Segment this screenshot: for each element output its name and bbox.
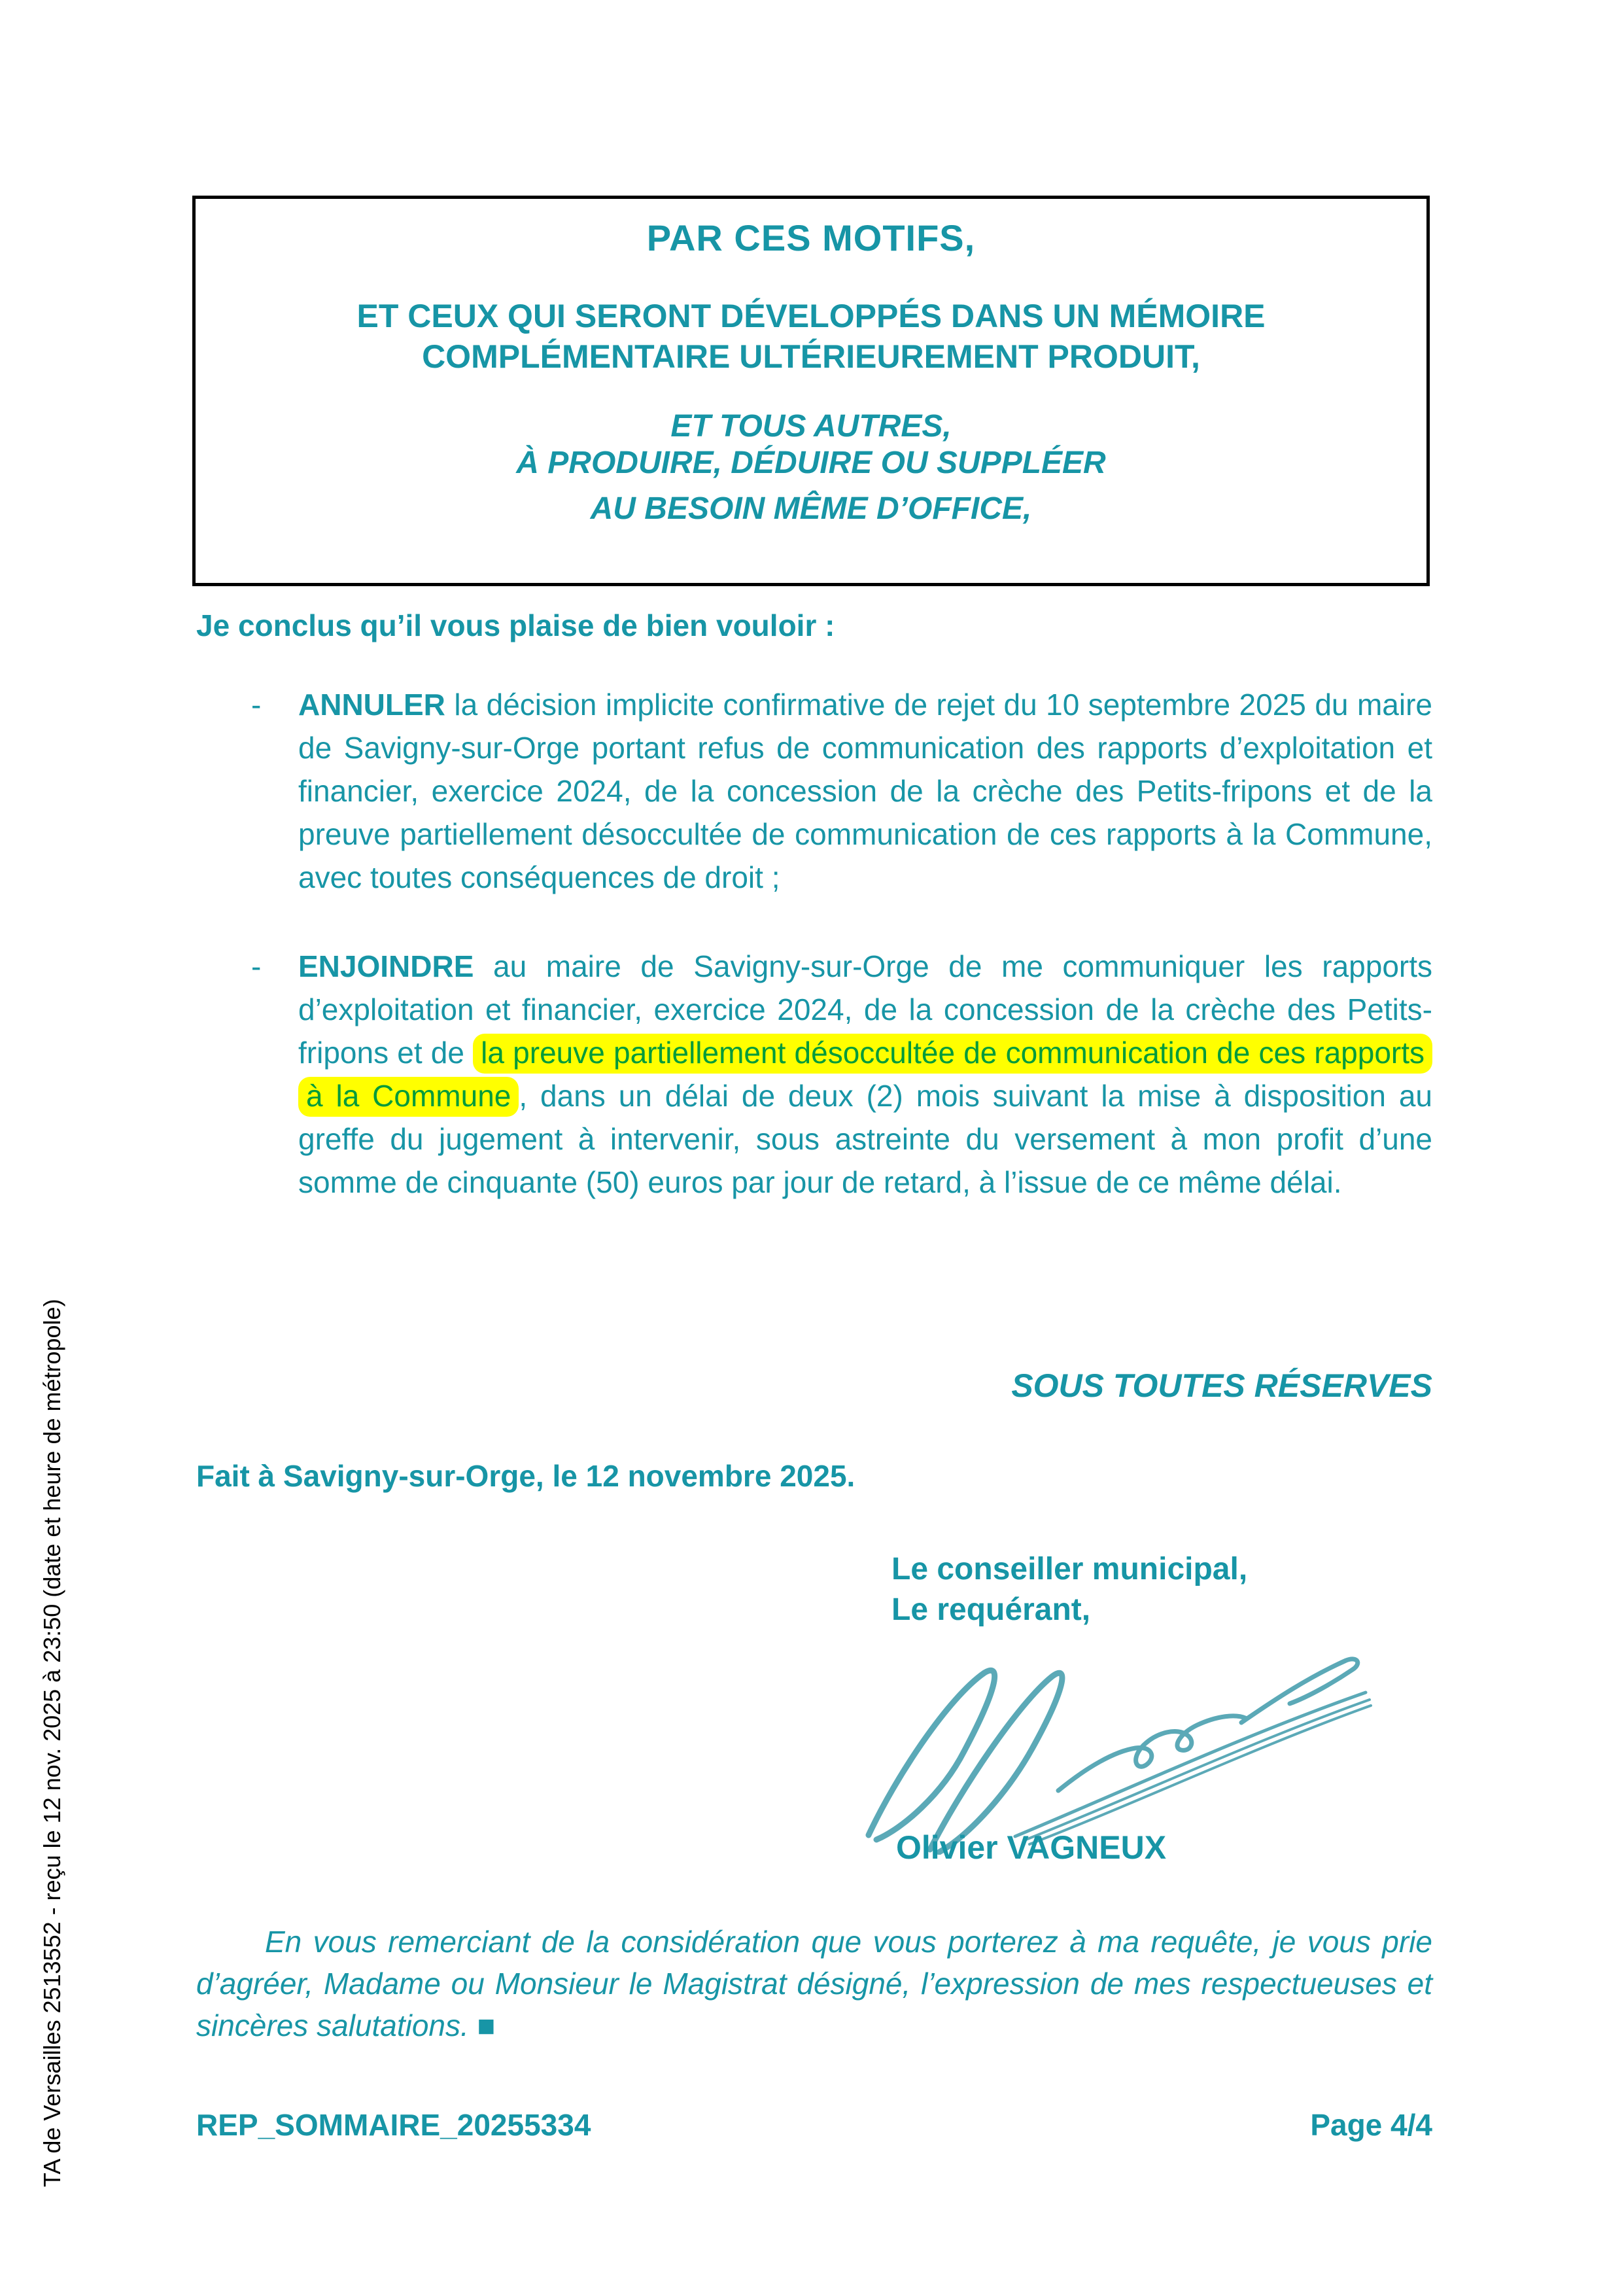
list-item-annuler — [251, 683, 1432, 899]
motifs-box — [192, 196, 1430, 586]
signature-title-line1: Le conseiller municipal, — [891, 1552, 1248, 1586]
date-place-line: Fait à Savigny-sur-Orge, le 12 novembre 2025. — [196, 1459, 855, 1493]
motifs-italic-line2: À PRODUIRE, DÉDUIRE OU SUPPLÉER — [516, 446, 1106, 480]
reserves-line: SOUS TOUTES RÉSERVES — [1011, 1367, 1432, 1404]
annuler-paragraph — [298, 683, 1432, 899]
list-item-enjoindre — [251, 945, 1432, 1204]
list-bullet: - — [251, 688, 262, 722]
motifs-subtitle-line2: COMPLÉMENTAIRE ULTÉRIEUREMENT PRODUIT, — [422, 338, 1200, 375]
closing-paragraph: En vous remerciant de la considération que vous porterez à ma requête, je vous prie d’agréer, Madame ou Monsieur le Magistrat désigné, l’expression de mes respectueuses et sincères salutations. ■ — [196, 1925, 1432, 2042]
motifs-title: PAR CES MOTIFS, — [646, 217, 976, 258]
motifs-subtitle-line1: ET CEUX QUI SERONT DÉVELOPPÉS DANS UN MÉMOIRE — [356, 298, 1266, 334]
conclusion-heading: Je conclus qu’il vous plaise de bien vouloir : — [196, 608, 835, 642]
annuler-lead: ANNULER — [298, 688, 445, 722]
enjoindre-paragraph — [298, 945, 1432, 1204]
list-bullet: - — [251, 949, 262, 983]
enjoindre-text-after: , dans un délai de deux (2) mois suivant la mise à disposition au greffe du jugement à intervenir, sous astreinte du versement à mon profit d’une somme de cinquante (50) euros par jour de retard, à l’issue de ce même délai. — [298, 1079, 1432, 1199]
signature-title-block — [891, 1549, 1247, 1630]
registration-stamp: TA de Versailles 2513552 - reçu le 12 nov. 2025 à 23:50 (date et heure de métropole) — [39, 1299, 65, 2187]
enjoindre-lead: ENJOINDRE — [298, 949, 474, 983]
motifs-italic-group — [196, 408, 1426, 482]
footer-page-number: Page 4/4 — [1310, 2108, 1432, 2142]
signature-image — [850, 1639, 1373, 1855]
highlighted-passage: la preuve partiellement désoccultée de communication de ces rapports à la Commune — [298, 1034, 1432, 1117]
enjoindre-text-before: au maire de Savigny-sur-Orge de me communiquer les rapports d’exploitation et financier, exercice 2024, de la concession de la crèche des Petits-fripons et de — [298, 949, 1432, 1070]
footer-reference: REP_SOMMAIRE_20255334 — [196, 2108, 591, 2142]
motifs-italic-line3: AU BESOIN MÊME D’OFFICE, — [590, 491, 1032, 526]
motifs-subtitle — [196, 296, 1426, 377]
page-footer — [196, 2108, 1432, 2142]
annuler-text: la décision implicite confirmative de rejet du 10 septembre 2025 du maire de Savigny-sur-Orge portant refus de communication des rapports d’exploitation et financier, exercice 2024, de la concession de la crèche des Petits-fripons et de la preuve partiellement désoccultée de communication de ces rapports à la Commune, avec toutes conséquences de droit ; — [298, 688, 1432, 894]
signatory-name: Olivier VAGNEUX — [896, 1829, 1167, 1866]
signature-title-line2: Le requérant, — [891, 1592, 1091, 1627]
motifs-italic-line1: ET TOUS AUTRES, — [670, 409, 952, 444]
conclusion-section — [196, 606, 1432, 1204]
